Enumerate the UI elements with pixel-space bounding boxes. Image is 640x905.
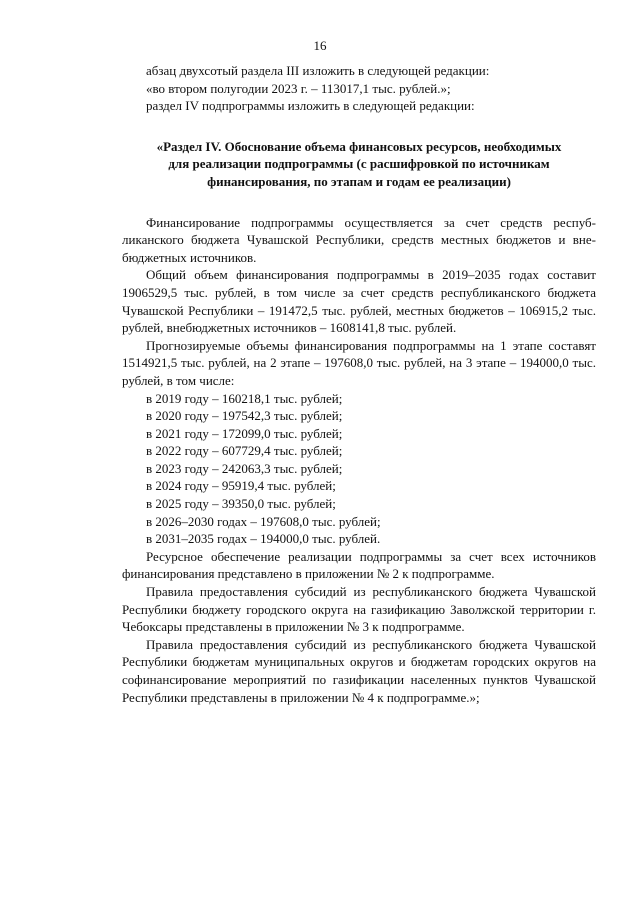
paragraph-subsidy-rules-cheboksary: Правила предоставления субсидий из республиканского бюджета Чувашской Республики бюджету городского округа на газификацию Заволжской территории г. Чебоксары представлены в приложении № 3 к подпрограмме. (122, 584, 596, 635)
section-title-line: финансирования, по этапам и годам ее реализации) (207, 173, 511, 189)
intro-line: раздел IV подпрограммы изложить в следующей редакции: (146, 98, 475, 114)
intro-line: абзац двухсотый раздела III изложить в следующей редакции: (146, 63, 490, 78)
section-title-line: «Раздел IV. Обоснование объема финансовых ресурсов, необходимых (156, 138, 562, 154)
page-number: 16 (313, 38, 327, 53)
year-item: в 2023 году – 242063,3 тыс. рублей; (146, 460, 343, 476)
year-item: в 2021 году – 172099,0 тыс. рублей; (146, 425, 343, 441)
section-title-line: для реализации подпрограммы (с расшифровкой по источникам (168, 156, 550, 172)
paragraph-subsidy-rules-municipal: Правила предоставления субсидий из республиканского бюджета Чувашской Республики бюджетам муниципальных округов и бюджетам городских округов на софинансирование мероприятий по газификации населенных пунктов Чувашской Республики представлены в приложении № 4 к подпрограмме.»; (122, 636, 596, 705)
year-item: в 2024 году – 95919,4 тыс. рублей; (146, 478, 336, 494)
document-body (122, 62, 596, 706)
year-item: в 2019 году – 160218,1 тыс. рублей; (146, 390, 343, 406)
year-item: в 2025 году – 39350,0 тыс. рублей; (146, 496, 336, 512)
year-item: в 2026–2030 годах – 197608,0 тыс. рублей; (146, 513, 381, 529)
year-item: в 2031–2035 годах – 194000,0 тыс. рублей. (146, 531, 381, 547)
paragraph-total-volume: Общий объем финансирования подпрограммы в 2019–2035 годах составит 1906529,5 тыс. рублей, в том числе за счет средств республиканского бюджета Чувашской Республики – 191472,5 тыс. рублей, местных бюджетов – 106915,2 тыс. рублей, внебюджетных источников – 1608141,8 тыс. рублей. (122, 267, 596, 336)
year-item: в 2022 году – 607729,4 тыс. рублей; (146, 443, 343, 459)
paragraph-funding-sources: Финансирование подпрограммы осуществляется за счет средств республиканского бюджета Чувашской Республики, средств местных бюджетов и внебюджетных источников. (122, 214, 596, 265)
section-title (122, 138, 596, 191)
year-item: в 2020 году – 197542,3 тыс. рублей; (146, 408, 343, 424)
paragraph-stage-volumes: Прогнозируемые объемы финансирования подпрограммы на 1 этапе составят 1514921,5 тыс. рублей, на 2 этапе – 197608,0 тыс. рублей, на 3 этапе – 194000,0 тыс. рублей, в том числе: (122, 337, 596, 388)
paragraph-resource-support: Ресурсное обеспечение реализации подпрограммы за счет всех источников финансирования представлено в приложении № 2 к подпрограмме. (122, 548, 596, 582)
intro-line: «во втором полугодии 2023 г. – 113017,1 тыс. рублей.»; (146, 80, 451, 96)
year-list (122, 390, 596, 548)
